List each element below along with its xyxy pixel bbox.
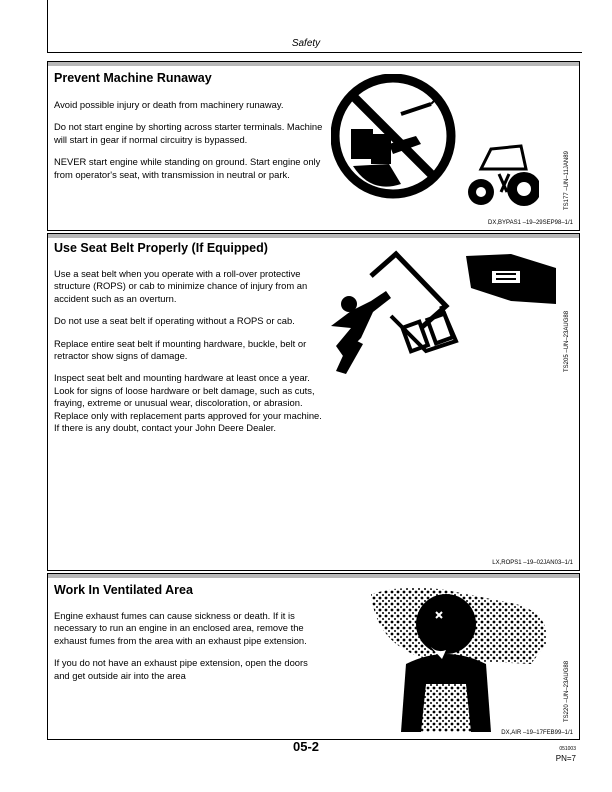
- ref-code: DX,BYPAS1 –19–29SEP98–1/1: [488, 220, 573, 226]
- image-code: TS177 –UN–11JAN89: [564, 151, 570, 210]
- section-runaway: [47, 61, 580, 231]
- prohibition-sign-icon: [335, 78, 451, 194]
- rops-overturn-icon: [331, 254, 456, 374]
- section-bar: [48, 62, 579, 66]
- section-bar: [48, 234, 579, 238]
- section-heading: Prevent Machine Runaway: [54, 71, 212, 85]
- seat-belt-buckle-icon: [466, 254, 556, 304]
- section-heading: Work In Ventilated Area: [54, 583, 193, 597]
- paragraph: Use a seat belt when you operate with a roll-over protective structure (ROPS) or cab to minimize chance of injury from an accident such as an overturn.: [54, 268, 308, 304]
- pn-number: PN=7: [555, 754, 576, 763]
- ref-code: DX,AIR –19–17FEB99–1/1: [501, 730, 573, 736]
- tractor-icon: [468, 146, 539, 206]
- paragraph: Inspect seat belt and mounting hardware at least once a year. Look for signs of loose hardware or belt damage, such as cuts, fraying, extreme or unusual wear, discoloration, or abrasion. Replace only with replacement parts approved for your machine. If there is any doubt, contact your John Deere Dealer.: [54, 372, 322, 434]
- page-number: 05-2: [292, 739, 320, 754]
- paragraph: Avoid possible injury or death from machinery runaway.: [54, 99, 284, 110]
- section-heading: Use Seat Belt Properly (If Equipped): [54, 241, 268, 255]
- section-bar: [48, 574, 579, 578]
- paragraph: Do not use a seat belt if operating without a ROPS or cab.: [54, 315, 295, 327]
- paragraph: NEVER start engine while standing on ground. Start engine only from operator's seat, with transmission in neutral or park.: [54, 156, 321, 180]
- paragraph: Do not start engine by shorting across starter terminals. Machine will start in gear if normal circuitry is bypassed.: [54, 121, 323, 145]
- section-seat-belt: [47, 233, 580, 571]
- section-body: [54, 610, 324, 692]
- running-header: Safety: [291, 38, 321, 49]
- paragraph: If you do not have an exhaust pipe extension, open the doors and get outside air into the area: [54, 657, 308, 681]
- exhaust-fumes-illustration: [366, 584, 561, 732]
- paragraph: Engine exhaust fumes can cause sickness or death. If it is necessary to run an engine in an enclosed area, remove the exhaust fumes from the area with an exhaust pipe extension.: [54, 610, 307, 646]
- print-code: 051003: [559, 746, 576, 752]
- page-rule: [47, 52, 582, 53]
- section-body: [54, 99, 324, 191]
- section-body: [54, 268, 324, 444]
- image-code: TS220 –UN–23AUG88: [564, 660, 570, 722]
- image-code: TS205 –UN–23AUG88: [564, 310, 570, 372]
- ref-code: LX,ROPS1 –19–02JAN03–1/1: [492, 560, 573, 566]
- paragraph: Replace entire seat belt if mounting hardware, buckle, belt or retractor show signs of damage.: [54, 337, 307, 362]
- seat-belt-illustration: [331, 246, 556, 381]
- section-ventilated: [47, 573, 580, 740]
- runaway-illustration: [331, 74, 539, 214]
